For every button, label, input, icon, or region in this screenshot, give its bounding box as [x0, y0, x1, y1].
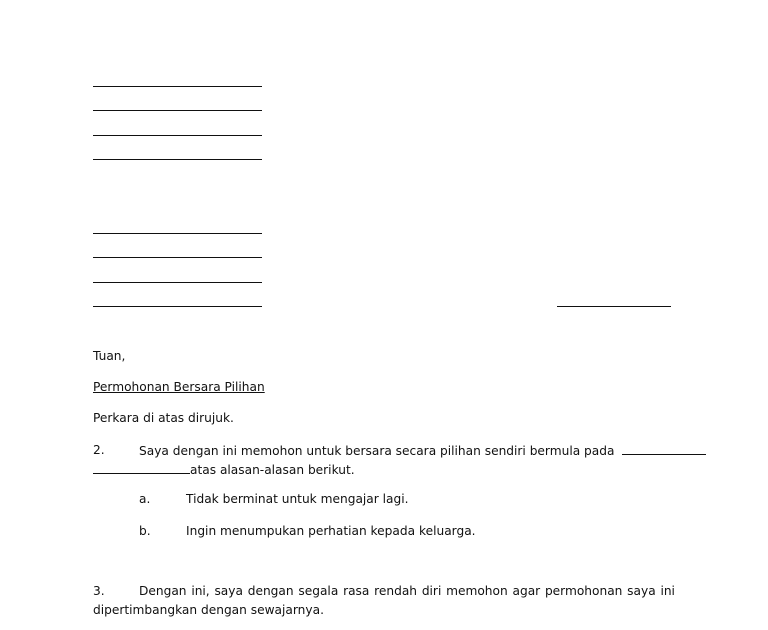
reason-b-text: Ingin menumpukan perhatian kepada keluarga. [186, 524, 476, 538]
para2-line1 [139, 442, 706, 459]
para3-word: ini, [191, 584, 210, 598]
subject-heading: Permohonan Bersara Pilihan [93, 380, 265, 394]
para3-word: ini [660, 584, 675, 598]
reason-a-letter: a. [139, 492, 151, 506]
para3-number: 3. [93, 584, 105, 598]
para3-word: Dengan [139, 584, 187, 598]
reference-line: Perkara di atas dirujuk. [93, 411, 234, 425]
sender-address-line-3[interactable] [93, 135, 262, 136]
recipient-address-line-3[interactable] [93, 282, 262, 283]
para3-word: permohonan [544, 584, 623, 598]
para3-word: segala [298, 584, 339, 598]
recipient-address-line-4[interactable] [93, 306, 262, 307]
para3-line2: dipertimbangkan dengan sewajarnya. [93, 603, 324, 617]
para3-word: saya [627, 584, 656, 598]
salutation: Tuan, [93, 349, 126, 363]
recipient-address-line-1[interactable] [93, 233, 262, 234]
para3-line1 [139, 583, 675, 599]
para3-word: rasa [343, 584, 370, 598]
para2-line1-text: Saya dengan ini memohon untuk bersara secara pilihan sendiri bermula pada [139, 444, 615, 458]
para2-number: 2. [93, 443, 105, 457]
start-date-blank-cont[interactable] [93, 461, 190, 474]
para3-word: saya [214, 584, 243, 598]
start-date-blank[interactable] [622, 442, 706, 455]
recipient-address-line-2[interactable] [93, 257, 262, 258]
date-line[interactable] [557, 306, 671, 307]
reason-b-letter: b. [139, 524, 151, 538]
para3-word: agar [512, 584, 541, 598]
para3-word: dengan [247, 584, 294, 598]
para3-word: rendah [374, 584, 418, 598]
reason-a-text: Tidak berminat untuk mengajar lagi. [186, 492, 409, 506]
para3-word: diri [421, 584, 442, 598]
para3-word: memohon [446, 584, 508, 598]
sender-address-line-4[interactable] [93, 159, 262, 160]
para2-line2-text: atas alasan-alasan berikut. [190, 463, 355, 477]
para2-line2 [93, 461, 355, 478]
sender-address-line-1[interactable] [93, 86, 262, 87]
sender-address-line-2[interactable] [93, 110, 262, 111]
